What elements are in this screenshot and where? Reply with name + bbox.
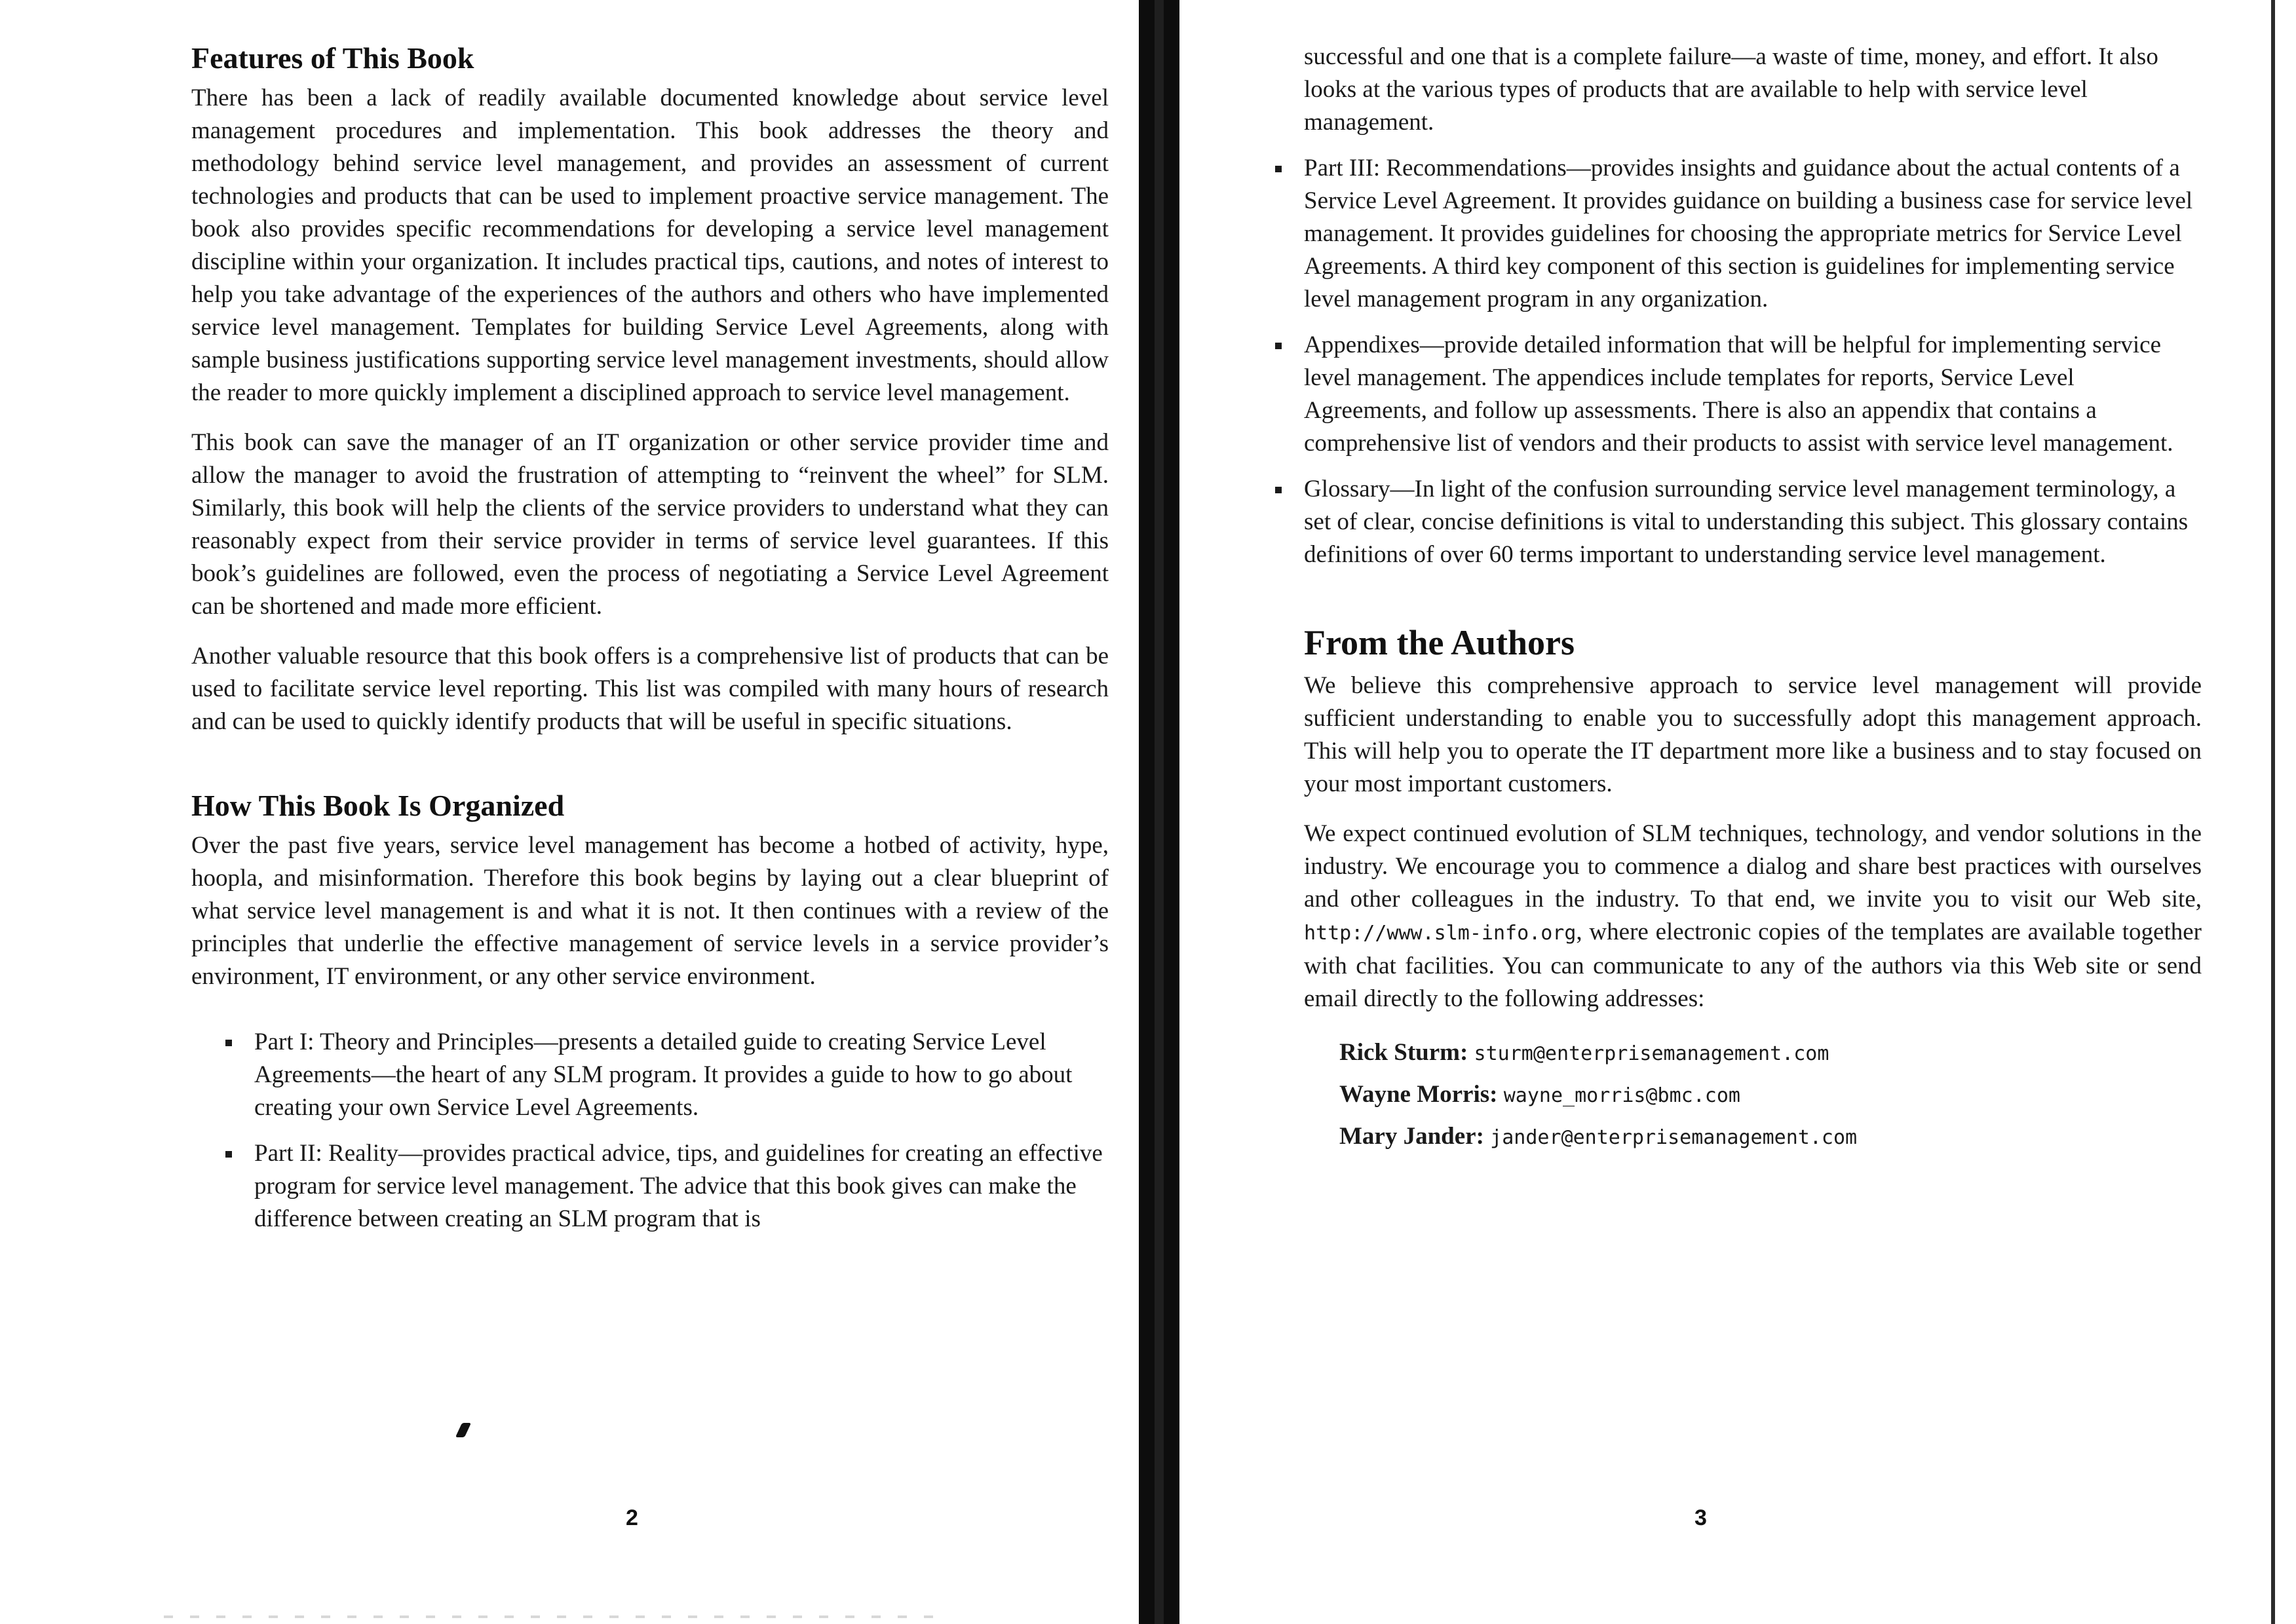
contact-name: Rick Sturm: bbox=[1339, 1039, 1468, 1066]
bullet-icon bbox=[225, 1040, 232, 1046]
contact-name: Mary Jander: bbox=[1339, 1123, 1484, 1150]
features-paragraph-2: This book can save the manager of an IT organization or other service provider time and allow the manager to avoid the frustration of attempting to “reinvent the wheel” for SLM. Similarly, this book will help the clients of the service providers to understand what they can reasonably expect from their service provider in terms of service level guarantees. If this book’s guidelines are followed, even the process of negotiating a Service Level Agreement can be shortened and made more efficient. bbox=[191, 429, 1109, 620]
bullet-icon bbox=[225, 1151, 232, 1158]
list-item bbox=[1304, 329, 2202, 460]
authors-paragraph-1: We believe this comprehensive approach to service level management will provide sufficient understanding to enable you to successfully adopt this management approach. This will help you to operate the IT department more like a business and to stay focused on your most important customers. bbox=[1304, 672, 2202, 797]
left-page bbox=[0, 0, 1139, 1624]
features-paragraph-3: Another valuable resource that this book offers is a comprehensive list of products that can be used to facilitate service level reporting. This list was compiled with many hours of research and can be used to quickly identify products that will be useful in specific situations. bbox=[191, 643, 1109, 735]
authors-paragraph-2 bbox=[1304, 818, 2202, 1015]
parts-list bbox=[191, 1026, 1109, 1236]
list-item-text: Part II: Reality—provides practical advice, tips, and guidelines for creating an effective program for service level management. The advice that this book gives can make the difference between creating an SLM program that is bbox=[254, 1140, 1103, 1232]
bullet-icon bbox=[1275, 166, 1282, 172]
list-item bbox=[1304, 152, 2202, 316]
parts-list-continued bbox=[1304, 152, 2202, 571]
contact-email[interactable]: sturm@enterprisemanagement.com bbox=[1474, 1042, 1829, 1065]
list-item bbox=[1304, 473, 2202, 571]
list-item-text: Part I: Theory and Principles—presents a detailed guide to creating Service Level Agreements—the heart of any SLM program. It provides a guide to how to go about creating your own Service Level Agreements. bbox=[254, 1029, 1073, 1121]
left-page-content bbox=[191, 41, 1109, 1249]
contact-mary bbox=[1339, 1116, 2202, 1158]
features-heading: Features of This Book bbox=[191, 41, 474, 75]
list-item-text: Appendixes—provide detailed information that will be helpful for implementing service level management. The appendices include templates for reports, Service Level Agreements, and follow up assessments. There is also an appendix that contains a comprehensive list of vendors and their products to assist with service level management. bbox=[1304, 331, 2173, 457]
authors-paragraph-2-start: We expect continued evolution of SLM techniques, technology, and vendor solutions in the industry. We encourage you to commence a dialog and share best practices with ourselves and other colleagues in the industry. To that end, we invite you to visit our Web site, bbox=[1304, 820, 2202, 913]
website-link[interactable]: http://www.slm-info.org bbox=[1304, 922, 1577, 945]
contact-email[interactable]: wayne_morris@bmc.com bbox=[1503, 1084, 1740, 1107]
contact-wayne bbox=[1339, 1074, 2202, 1116]
right-page bbox=[1179, 0, 2296, 1624]
organized-paragraph: Over the past five years, service level management has become a hotbed of activity, hype, hoopla, and misinformation. Therefore this book begins by laying out a clear blueprint of what service level management is and what it is not. It then continues with a review of the principles that underlie the effective management of service levels in a service provider’s environment, IT environment, or any other service environment. bbox=[191, 832, 1109, 990]
contact-email[interactable]: jander@enterprisemanagement.com bbox=[1490, 1126, 1858, 1149]
book-gutter bbox=[1139, 0, 1179, 1624]
continued-paragraph: successful and one that is a complete failure—a waste of time, money, and effort. It also looks at the various types of products that are available to help with service level management. bbox=[1304, 43, 2158, 136]
contact-name: Wayne Morris: bbox=[1339, 1081, 1498, 1108]
organized-heading: How This Book Is Organized bbox=[191, 789, 565, 822]
list-item bbox=[191, 1137, 1109, 1236]
features-paragraph-1: There has been a lack of readily available documented knowledge about service level management procedures and implementation. This book addresses the theory and methodology behind service level management, and provides an assessment of current technologies and products that can be used to implement proactive service management. The book also provides specific recommendations for developing a service level management discipline within your organization. It includes practical tips, cautions, and notes of interest to help you take advantage of the experiences of the authors and others who have implemented service level management. Templates for building Service Level Agreements, along with sample business justifications supporting service level management investments, should allow the reader to more quickly implement a disciplined approach to service level management. bbox=[191, 85, 1109, 406]
right-page-content bbox=[1304, 41, 2202, 1158]
page-edge-shadow bbox=[2271, 0, 2275, 1624]
page-number-left: 2 bbox=[626, 1505, 638, 1530]
authors-paragraph-2-end: , where electronic copies of the templates are available together with chat facilities. You can communicate to any of the authors via this Web site or send email directly to the following addresses: bbox=[1304, 918, 2202, 1012]
ink-speck bbox=[455, 1423, 471, 1437]
bullet-icon bbox=[1275, 487, 1282, 493]
scan-specks bbox=[164, 1615, 950, 1618]
list-item bbox=[191, 1026, 1109, 1124]
page-number-right: 3 bbox=[1694, 1505, 1707, 1530]
list-item-text: Part III: Recommendations—provides insights and guidance about the actual contents of a Service Level Agreement. It provides guidance on building a business case for service level management. It provides guidelines for choosing the appropriate metrics for Service Level Agreements. A third key component of this section is guidelines for implementing service level management program in any organization. bbox=[1304, 155, 2193, 312]
list-item-text: Glossary—In light of the confusion surrounding service level management terminology, a set of clear, concise definitions is vital to understanding this subject. This glossary contains definitions of over 60 terms important to understanding service level management. bbox=[1304, 476, 2189, 568]
bullet-icon bbox=[1275, 343, 1282, 349]
authors-heading: From the Authors bbox=[1304, 623, 1575, 662]
contact-rick bbox=[1339, 1032, 2202, 1074]
